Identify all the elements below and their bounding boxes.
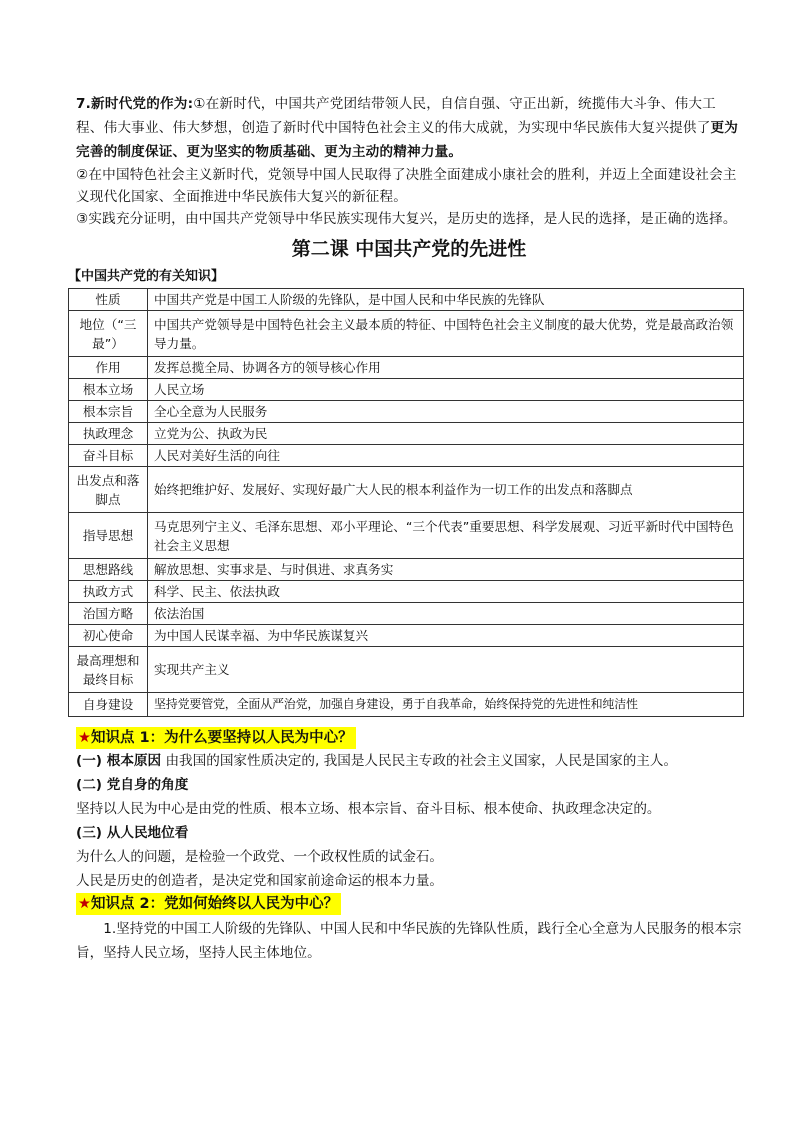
table-row bbox=[69, 513, 744, 559]
table-key-cell: 自身建设 bbox=[69, 693, 148, 717]
table-value-cell: 人民对美好生活的向往 bbox=[148, 445, 744, 467]
table-row bbox=[69, 603, 744, 625]
table-key-cell: 思想路线 bbox=[69, 559, 148, 581]
table-row bbox=[69, 401, 744, 423]
item7-label: 7.新时代党的作为: bbox=[76, 96, 194, 112]
table-row bbox=[69, 289, 744, 311]
table-row bbox=[69, 581, 744, 603]
table-row bbox=[69, 445, 744, 467]
kp1-section-1-text: 由我国的国家性质决定的, 我国是人民民主专政的社会主义国家，人民是国家的主人。 bbox=[161, 753, 678, 769]
table-value-cell: 全心全意为人民服务 bbox=[148, 401, 744, 423]
table-key-cell: 根本立场 bbox=[69, 379, 148, 401]
kp1-section-3-label: (三) 从人民地位看 bbox=[76, 825, 189, 841]
table-value-cell: 始终把维护好、发展好、实现好最广大人民的根本利益作为一切工作的出发点和落脚点 bbox=[148, 467, 744, 513]
table-row bbox=[69, 559, 744, 581]
table-value-cell: 马克思列宁主义、毛泽东思想、邓小平理论、“三个代表”重要思想、科学发展观、习近平新时代中国特色社会主义思想 bbox=[148, 513, 744, 559]
item7-paragraph-2: ②在中国特色社会主义新时代，党领导中国人民取得了决胜全面建成小康社会的胜利，并迈上全面建设社会主义现代化国家、全面推进中华民族伟大复兴的新征程。 bbox=[76, 167, 737, 205]
item7-paragraph-3: ③实践充分证明，由中国共产党领导中华民族实现伟大复兴，是历史的选择，是人民的选择，是正确的选择。 bbox=[76, 211, 737, 227]
table-key-cell: 出发点和落脚点 bbox=[69, 467, 148, 513]
kp1-section-3-text-1: 为什么人的问题，是检验一个政党、一个政权性质的试金石。 bbox=[76, 849, 444, 865]
item7-text: ①在新时代，中国共产党团结带领人民，自信自强、守正出新，统揽伟大斗争、伟大工程、伟大事业、伟大梦想，创造了新时代中国特色社会主义的伟大成就，为实现中华民族伟大复兴提供了 bbox=[76, 96, 716, 136]
knowledge-table bbox=[68, 288, 744, 717]
table-value-cell: 为中国人民谋幸福、为中华民族谋复兴 bbox=[148, 625, 744, 647]
kp1-section-2-label: (二) 党自身的角度 bbox=[76, 777, 189, 793]
table-caption: 【中国共产党的有关知识】 bbox=[68, 269, 225, 284]
table-value-cell: 依法治国 bbox=[148, 603, 744, 625]
table-key-cell: 地位（“三最”） bbox=[69, 311, 148, 357]
table-key-cell: 根本宗旨 bbox=[69, 401, 148, 423]
table-value-cell: 坚持党要管党，全面从严治党，加强自身建设，勇于自我革命，始终保持党的先进性和纯洁性 bbox=[148, 693, 744, 717]
table-row bbox=[69, 379, 744, 401]
item7-paragraph bbox=[76, 92, 742, 164]
kp1-section-2-text: 坚持以人民为中心是由党的性质、根本立场、根本宗旨、奋斗目标、根本使命、执政理念决定的。 bbox=[76, 801, 661, 817]
table-value-cell: 发挥总揽全局、协调各方的领导核心作用 bbox=[148, 357, 744, 379]
document-content bbox=[68, 92, 742, 965]
kp1-section-3-text-2: 人民是历史的创造者，是决定党和国家前途命运的根本力量。 bbox=[76, 873, 444, 889]
table-row bbox=[69, 311, 744, 357]
table-value-cell: 中国共产党是中国工人阶级的先锋队，是中国人民和中华民族的先锋队 bbox=[148, 289, 744, 311]
table-key-cell: 指导思想 bbox=[69, 513, 148, 559]
knowledge-point-2-title: 知识点 2：党如何始终以人民为中心？ bbox=[91, 896, 339, 912]
table-value-cell: 科学、民主、依法执政 bbox=[148, 581, 744, 603]
knowledge-point-2-heading bbox=[76, 893, 341, 915]
table-row bbox=[69, 647, 744, 693]
table-key-cell: 性质 bbox=[69, 289, 148, 311]
spacer bbox=[76, 717, 742, 727]
table-key-cell: 执政方式 bbox=[69, 581, 148, 603]
table-key-cell: 最高理想和最终目标 bbox=[69, 647, 148, 693]
kp1-section-1 bbox=[76, 749, 742, 773]
table-key-cell: 初心使命 bbox=[69, 625, 148, 647]
item7-bold-text: 更为完善的制度保证、更为坚实的物质基础、更为主动的精神力量。 bbox=[76, 120, 739, 160]
star-icon: ★ bbox=[78, 896, 91, 912]
table-key-cell: 作用 bbox=[69, 357, 148, 379]
table-row bbox=[69, 625, 744, 647]
table-key-cell: 治国方略 bbox=[69, 603, 148, 625]
table-row bbox=[69, 423, 744, 445]
knowledge-point-1-heading bbox=[76, 727, 356, 749]
table-value-cell: 立党为公、执政为民 bbox=[148, 423, 744, 445]
kp1-section-1-label: (一) 根本原因 bbox=[76, 753, 162, 769]
knowledge-point-1-title: 知识点 1：为什么要坚持以人民为中心？ bbox=[91, 730, 353, 746]
kp2-paragraph-1: 1.坚持党的中国工人阶级的先锋队、中国人民和中华民族的先锋队性质，践行全心全意为人民服务的根本宗旨，坚持人民立场，坚持人民主体地位。 bbox=[76, 921, 742, 961]
table-value-cell: 中国共产党领导是中国特色社会主义最本质的特征、中国特色社会主义制度的最大优势，党是最高政治领导力量。 bbox=[148, 311, 744, 357]
table-value-cell: 解放思想、实事求是、与时俱进、求真务实 bbox=[148, 559, 744, 581]
table-value-cell: 实现共产主义 bbox=[148, 647, 744, 693]
table-row bbox=[69, 693, 744, 717]
table-key-cell: 奋斗目标 bbox=[69, 445, 148, 467]
lesson-title: 第二课 中国共产党的先进性 bbox=[291, 238, 527, 260]
table-key-cell: 执政理念 bbox=[69, 423, 148, 445]
table-row bbox=[69, 467, 744, 513]
table-row bbox=[69, 357, 744, 379]
star-icon: ★ bbox=[78, 730, 91, 746]
table-value-cell: 人民立场 bbox=[148, 379, 744, 401]
